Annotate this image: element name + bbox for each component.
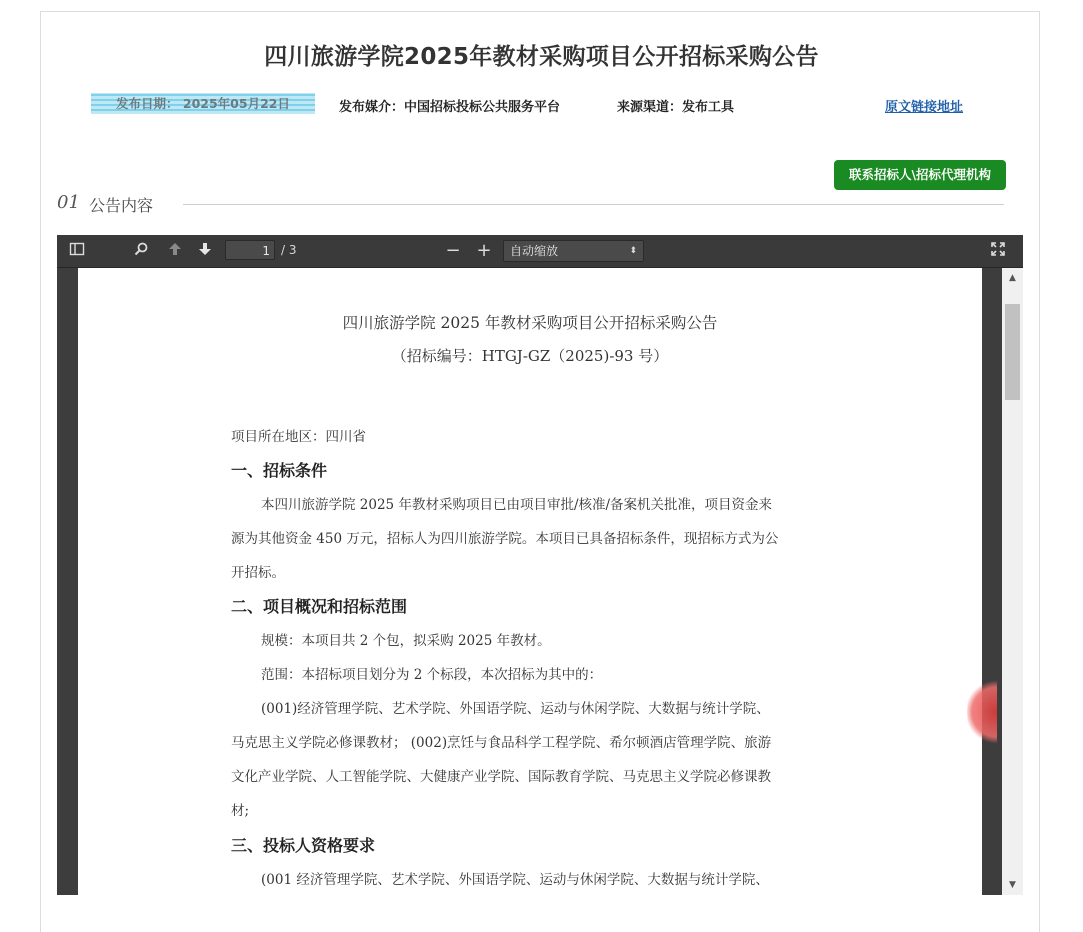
fullscreen-icon[interactable] — [988, 241, 1008, 261]
publish-media: 发布媒介：中国招标投标公共服务平台 — [339, 100, 561, 115]
paragraph-line: 范围：本招标项目划分为 2 个标段，本次招标为其中的： — [261, 667, 603, 683]
search-icon[interactable] — [131, 241, 151, 261]
heading-project-overview: 二、项目概况和招标范围 — [231, 597, 408, 616]
paragraph-line: 文化产业学院、人工智能学院、大健康产业学院、国际教育学院、马克思主义学院必修课教 — [231, 769, 771, 785]
zoom-in-icon[interactable]: + — [476, 240, 492, 261]
zoom-select[interactable] — [503, 240, 644, 262]
paragraph-line: (001 经济管理学院、艺术学院、外国语学院、运动与休闲学院、大数据与统计学院、 — [261, 872, 769, 888]
page-count: / 3 — [281, 243, 297, 257]
sidebar-toggle-icon[interactable] — [67, 241, 87, 261]
scrollbar-thumb[interactable] — [1005, 304, 1020, 400]
paragraph-line: (001)经济管理学院、艺术学院、外国语学院、运动与休闲学院、大数据与统计学院、 — [261, 701, 770, 717]
paragraph-line: 源为其他资金 450 万元，招标人为四川旅游学院。本项目已具备招标条件，现招标方式为公 — [231, 531, 779, 547]
paragraph-line: 马克思主义学院必修课教材； (002)烹饪与食品科学工程学院、希尔顿酒店管理学院、旅游 — [231, 735, 772, 751]
next-page-icon[interactable] — [195, 241, 215, 261]
previous-page-icon[interactable] — [165, 241, 185, 261]
document-subtitle: （招标编号：HTGJ-GZ（2025)-93 号） — [391, 347, 669, 365]
chevron-updown-icon: ⬍ — [629, 246, 637, 256]
heading-bidder-qualifications: 三、投标人资格要求 — [231, 836, 376, 855]
contact-tenderer-button[interactable]: 联系招标人\招标代理机构 — [834, 160, 1006, 190]
paragraph-line: 本四川旅游学院 2025 年教材采购项目已由项目审批/核准/备案机关批准，项目资金来 — [261, 497, 773, 513]
publish-date: 发布日期： 2025年05月22日 — [91, 93, 315, 114]
paragraph-line: 开招标。 — [231, 565, 285, 581]
zoom-select-label: 自动缩放 — [510, 244, 559, 258]
project-region: 项目所在地区：四川省 — [231, 429, 366, 445]
paragraph-line: 材; — [231, 803, 250, 819]
section-label: 公告内容 — [89, 196, 154, 215]
section-divider — [183, 204, 1004, 205]
scroll-up-icon[interactable]: ▲ — [1009, 273, 1016, 283]
pdf-toolbar — [57, 235, 1023, 268]
page-number-input[interactable]: 1 — [225, 240, 275, 260]
paragraph-line: 规模：本项目共 2 个包，拟采购 2025 年教材。 — [261, 633, 551, 649]
zoom-out-icon[interactable]: − — [445, 240, 461, 261]
original-link[interactable]: 原文链接地址 — [885, 100, 964, 115]
heading-bid-conditions: 一、招标条件 — [231, 461, 328, 480]
red-seal-stamp — [967, 678, 997, 746]
source-channel: 来源渠道：发布工具 — [617, 100, 735, 115]
scroll-down-icon[interactable]: ▼ — [1009, 880, 1016, 890]
section-number: 01 — [57, 192, 80, 213]
page-title: 四川旅游学院2025年教材采购项目公开招标采购公告 — [264, 44, 819, 70]
document-title: 四川旅游学院 2025 年教材采购项目公开招标采购公告 — [342, 314, 718, 332]
pdf-viewer — [57, 235, 1023, 895]
pdf-scrollbar[interactable] — [1002, 268, 1023, 895]
pdf-page — [78, 268, 982, 895]
